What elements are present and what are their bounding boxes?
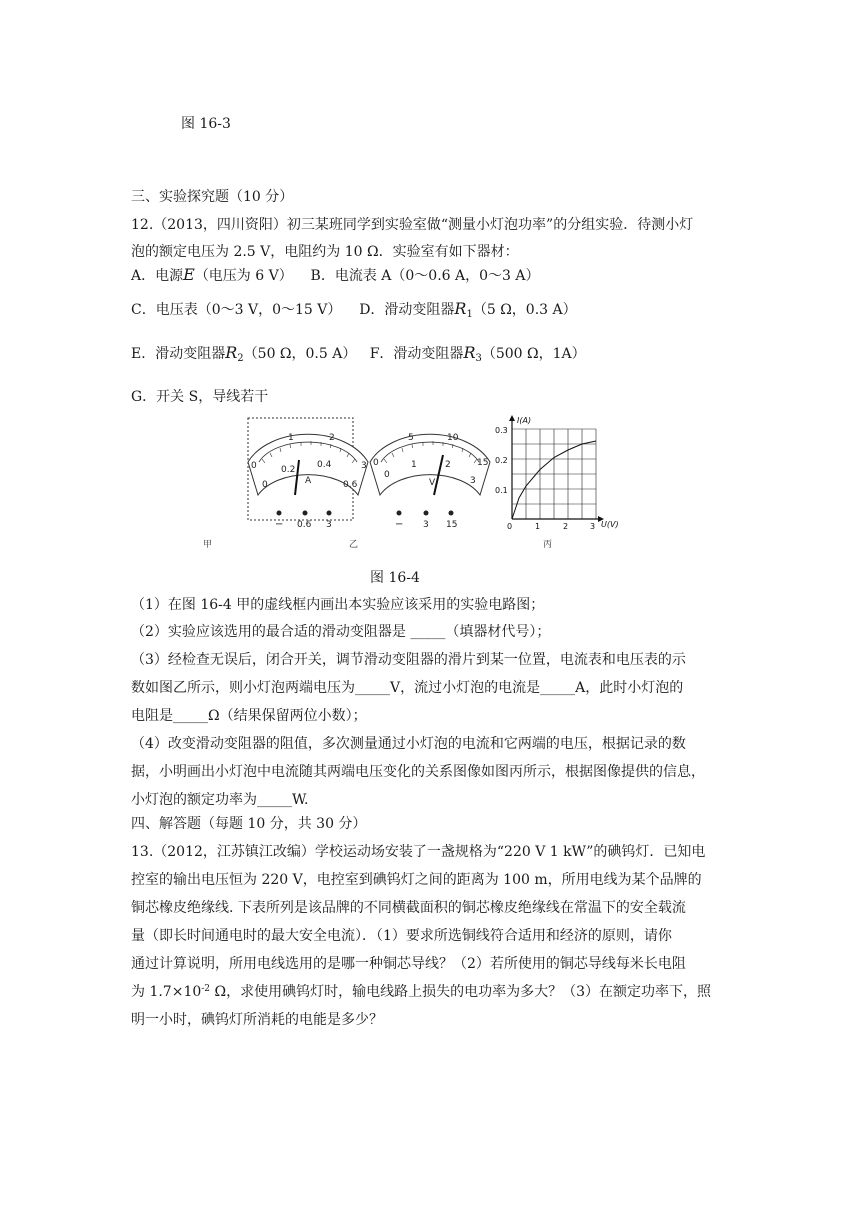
q13-line4: 量（即长时间通电时的最大安全电流）．（1）要求所选铜线符合适用和经济的原则，请你 <box>131 928 672 944</box>
voltmeter-bottom-1: 1 <box>411 460 417 470</box>
voltmeter-bottom-0: 0 <box>384 470 390 480</box>
q13-line2: 控室的输出电压恒为 220 V，电控室到碘钨灯之间的距离为 100 m，所用电线为某个品牌的 <box>131 872 702 888</box>
option-e-prefix: E．滑动变阻器 <box>131 346 226 362</box>
q12-intro-line2: 泡的额定电压为 2.5 V，电阻约为 10 Ω．实验室有如下器材： <box>131 244 519 260</box>
figure-16-3-caption: 图 16-3 <box>181 116 231 132</box>
voltmeter-bottom-2: 2 <box>445 460 451 470</box>
q12-sub3-line2: 数如图乙所示，则小灯泡两端电压为_____V，流过小灯泡的电流是_____A，此时小灯泡的 <box>131 680 684 696</box>
option-d-rest: （5 Ω，0.3 A） <box>472 302 577 318</box>
ammeter-unit: A <box>305 476 312 486</box>
ammeter-top-label-2: 2 <box>329 433 335 443</box>
graph-x-tick-3: 3 <box>590 522 596 531</box>
section-4-title: 四、解答题（每题 10 分，共 30 分） <box>131 816 367 832</box>
voltmeter-terminal-neg: − <box>395 519 404 530</box>
q12-intro-line1: 12.（2013，四川资阳）初三某班同学到实验室做“测量小灯泡功率”的分组实验．待测小灯 <box>131 217 694 233</box>
graph-y-tick-01: 0.1 <box>495 486 508 495</box>
figure-16-4 <box>203 415 620 551</box>
iu-graph <box>495 415 619 550</box>
voltmeter-top-10: 10 <box>447 433 459 443</box>
graph-y-tick-02: 0.2 <box>495 456 508 465</box>
option-g: G．开关 S，导线若干 <box>131 389 269 405</box>
figure-16-4-caption: 图 16-4 <box>370 570 420 586</box>
option-a-rest: （电压为 6 V） <box>194 268 293 284</box>
ammeter-terminal-3: 3 <box>326 520 332 530</box>
voltmeter <box>370 433 490 530</box>
ammeter-top-max: 3 <box>361 461 367 471</box>
option-f-var: R <box>463 343 476 362</box>
voltmeter-top-5: 5 <box>408 433 414 443</box>
q13-line3: 铜芯橡皮绝缘线. 下表所列是该品牌的不同横截面积的铜芯橡皮绝缘线在常温下的安全载流 <box>131 900 686 916</box>
option-e-sub: 2 <box>237 353 244 364</box>
ammeter-terminal-06: 0.6 <box>297 520 312 530</box>
voltmeter-unit: V <box>429 478 436 488</box>
option-d-sub: 1 <box>466 309 473 320</box>
q12-sub4-line2: 据，小明画出小灯泡中电流随其两端电压变化的关系图像如图丙所示，根据图像提供的信息， <box>131 764 705 780</box>
q12-sub4-line1: （4）改变滑动变阻器的阻值，多次测量通过小灯泡的电流和它两端的电压，根据记录的数 <box>131 736 686 752</box>
q12-sub4-line3: 小灯泡的额定功率为_____W. <box>131 792 309 808</box>
option-b: B．电流表 A（0～0.6 A，0～3 A） <box>310 268 540 284</box>
option-c: C．电压表（0～3 V，0～15 V） <box>131 302 342 318</box>
ammeter-terminal-neg: − <box>275 519 284 530</box>
q12-options-row3 <box>131 343 586 364</box>
q13-line6-b: Ω，求使用碘钨灯时，输电线路上损失的电功率为多大？（3）在额定功率下，照 <box>210 984 712 1000</box>
q13-line6-sup: -2 <box>201 984 211 994</box>
voltmeter-bottom-3: 3 <box>470 476 476 486</box>
option-f-rest: （500 Ω，1A） <box>481 346 586 362</box>
graph-x-tick-1: 1 <box>535 522 541 531</box>
graph-x-tick-2: 2 <box>563 522 569 531</box>
q12-sub1: （1）在图 16-4 甲的虚线框内画出本实验应该采用的实验电路图； <box>131 597 545 613</box>
ammeter <box>247 433 369 550</box>
label-jia: 甲 <box>203 540 213 550</box>
voltmeter-terminal-15: 15 <box>446 520 458 530</box>
ammeter-bottom-04: 0.4 <box>317 460 332 470</box>
section-3-title: 三、实验探究题（10 分） <box>131 189 294 205</box>
option-e-rest: （50 Ω，0.5 A） <box>243 346 357 362</box>
ammeter-bottom-02: 0.2 <box>281 465 296 475</box>
graph-y-tick-03: 0.3 <box>495 426 508 435</box>
q13-line6 <box>131 981 711 1001</box>
q12-sub2: （2）实验应该选用的最合适的滑动变阻器是 _____（填器材代号）； <box>131 624 551 640</box>
option-f-sub: 3 <box>475 353 482 364</box>
option-d-prefix: D．滑动变阻器 <box>359 302 455 318</box>
q13-line5: 通过计算说明，所用电线选用的是哪一种铜芯导线？（2）若所使用的铜芯导线每米长电阻 <box>131 956 686 972</box>
graph-x-label: U(V) <box>601 520 619 529</box>
ammeter-bottom-06: 0.6 <box>343 480 358 490</box>
graph-y-label: I(A) <box>517 416 532 425</box>
q12-options-row1 <box>131 265 540 285</box>
label-bing: 丙 <box>543 540 553 550</box>
ammeter-top-zero: 0 <box>251 461 257 471</box>
q13-line7: 明一小时，碘钨灯所消耗的电能是多少？ <box>131 1012 383 1028</box>
option-e-var: R <box>225 343 238 362</box>
option-f-prefix: F．滑动变阻器 <box>369 346 464 362</box>
voltmeter-top-zero: 0 <box>373 458 379 468</box>
q13-line1: 13.（2012，江苏镇江改编）学校运动场安装了一盏规格为“220 V 1 kW”的碘钨灯．已知电 <box>131 844 706 860</box>
q12-sub3-line3: 电阻是_____Ω（结果保留两位小数）； <box>131 708 367 724</box>
voltmeter-top-15: 15 <box>477 458 489 468</box>
graph-x-tick-0: 0 <box>507 522 513 531</box>
option-a-var: E <box>183 265 195 284</box>
ammeter-bottom-0: 0 <box>262 480 268 490</box>
label-yi: 乙 <box>349 540 359 550</box>
q12-options-row2 <box>131 299 577 320</box>
voltmeter-terminal-3: 3 <box>423 520 429 530</box>
option-d-var: R <box>454 299 467 318</box>
q12-sub3-line1: （3）经检查无误后，闭合开关，调节滑动变阻器的滑片到某一位置，电流表和电压表的示 <box>131 652 686 668</box>
q13-line6-a: 为 1.7×10 <box>131 984 202 1000</box>
ammeter-top-label-1: 1 <box>288 433 294 443</box>
option-a-prefix: A．电源 <box>131 268 184 284</box>
